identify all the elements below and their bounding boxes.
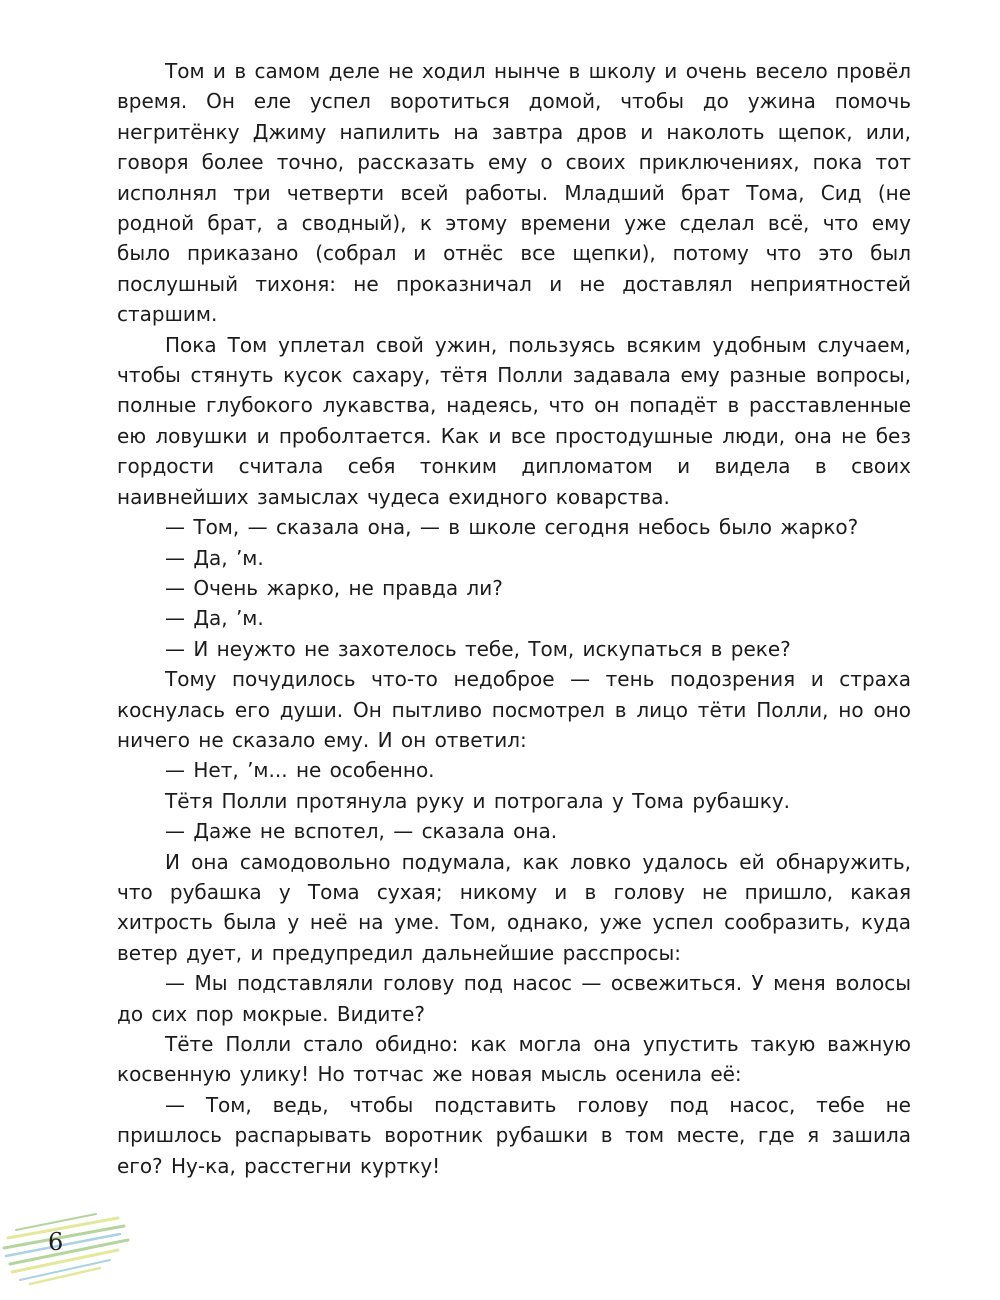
page-number: 6 (48, 1228, 64, 1256)
dialogue-line-7: — Даже не вспотел, — сказала она. (165, 819, 558, 844)
dialogue-line-8: — Мы подставляли голову под насос — освежиться. У меня волосы до сих пор мокрые. Видите? (117, 971, 911, 1026)
paragraph-6: Тёте Полли стало обидно: как могла она упустить такую важную косвенную улику! Но тотчас же новая мысль осенила её: (117, 1032, 911, 1087)
crayon-scribble-decoration (0, 1190, 140, 1290)
paragraph-4: Тётя Полли протянула руку и потрогала у Тома рубашку. (165, 788, 791, 813)
dialogue-line-4: — Да, ’м. (165, 606, 264, 631)
paragraph-1: Том и в самом деле не ходил нынче в школу и очень весело провёл время. Он еле успел воротиться домой, чтобы до ужина помочь негритёнку Джиму напилить на завтра дров и наколоть щепок, или, говоря более точно, рассказать ему о своих приключениях, пока тот исполнял три четверти всей работы. Младший брат Тома, Сид (не родной брат, а сводный), к этому времени уже сделал всё, что ему было приказано (собрал и отнёс все щепки), потому что это был послушный тихоня: не проказничал и не доставлял неприятностей старшим. (117, 59, 911, 327)
dialogue-line-6: — Нет, ’м... не особенно. (165, 758, 435, 783)
dialogue-line-5: — И неужто не захотелось тебе, Том, искупаться в реке? (165, 636, 791, 661)
paragraph-2: Пока Том уплетал свой ужин, пользуясь всяким удобным случаем, чтобы стянуть кусок сахару, тётя Полли задавала ему разные вопросы, полные глубокого лукавства, надеясь, что он попадёт в расставленные ею ловушки и проболтается. Как и все простодушные люди, она не без гордости считала себя тонким дипломатом и видела в своих наивнейших замыслах чудеса ехидного коварства. (117, 332, 911, 509)
dialogue-line-1: — Том, — сказала она, — в школе сегодня небось было жарко? (165, 515, 859, 540)
paragraph-5: И она самодовольно подумала, как ловко удалось ей обнаружить, что рубашка у Тома сухая; никому и в голову не пришло, какая хитрость была у неё на уме. Том, однако, уже успел сообразить, куда ветер дует, и предупредил дальнейшие расспросы: (117, 849, 911, 965)
dialogue-line-3: — Очень жарко, не правда ли? (165, 575, 503, 600)
dialogue-line-2: — Да, ’м. (165, 545, 264, 570)
body-text (117, 56, 911, 1181)
paragraph-3: Тому почудилось что-то недоброе — тень подозрения и страха коснулась его души. Он пытливо посмотрел в лицо тёти Полли, но оно ничего не сказало ему. И он ответил: (117, 667, 911, 752)
dialogue-line-9: — Том, ведь, чтобы подставить голову под насос, тебе не пришлось распарывать воротник рубашки в том месте, где я зашила его? Ну-ка, расстегни куртку! (117, 1092, 911, 1178)
